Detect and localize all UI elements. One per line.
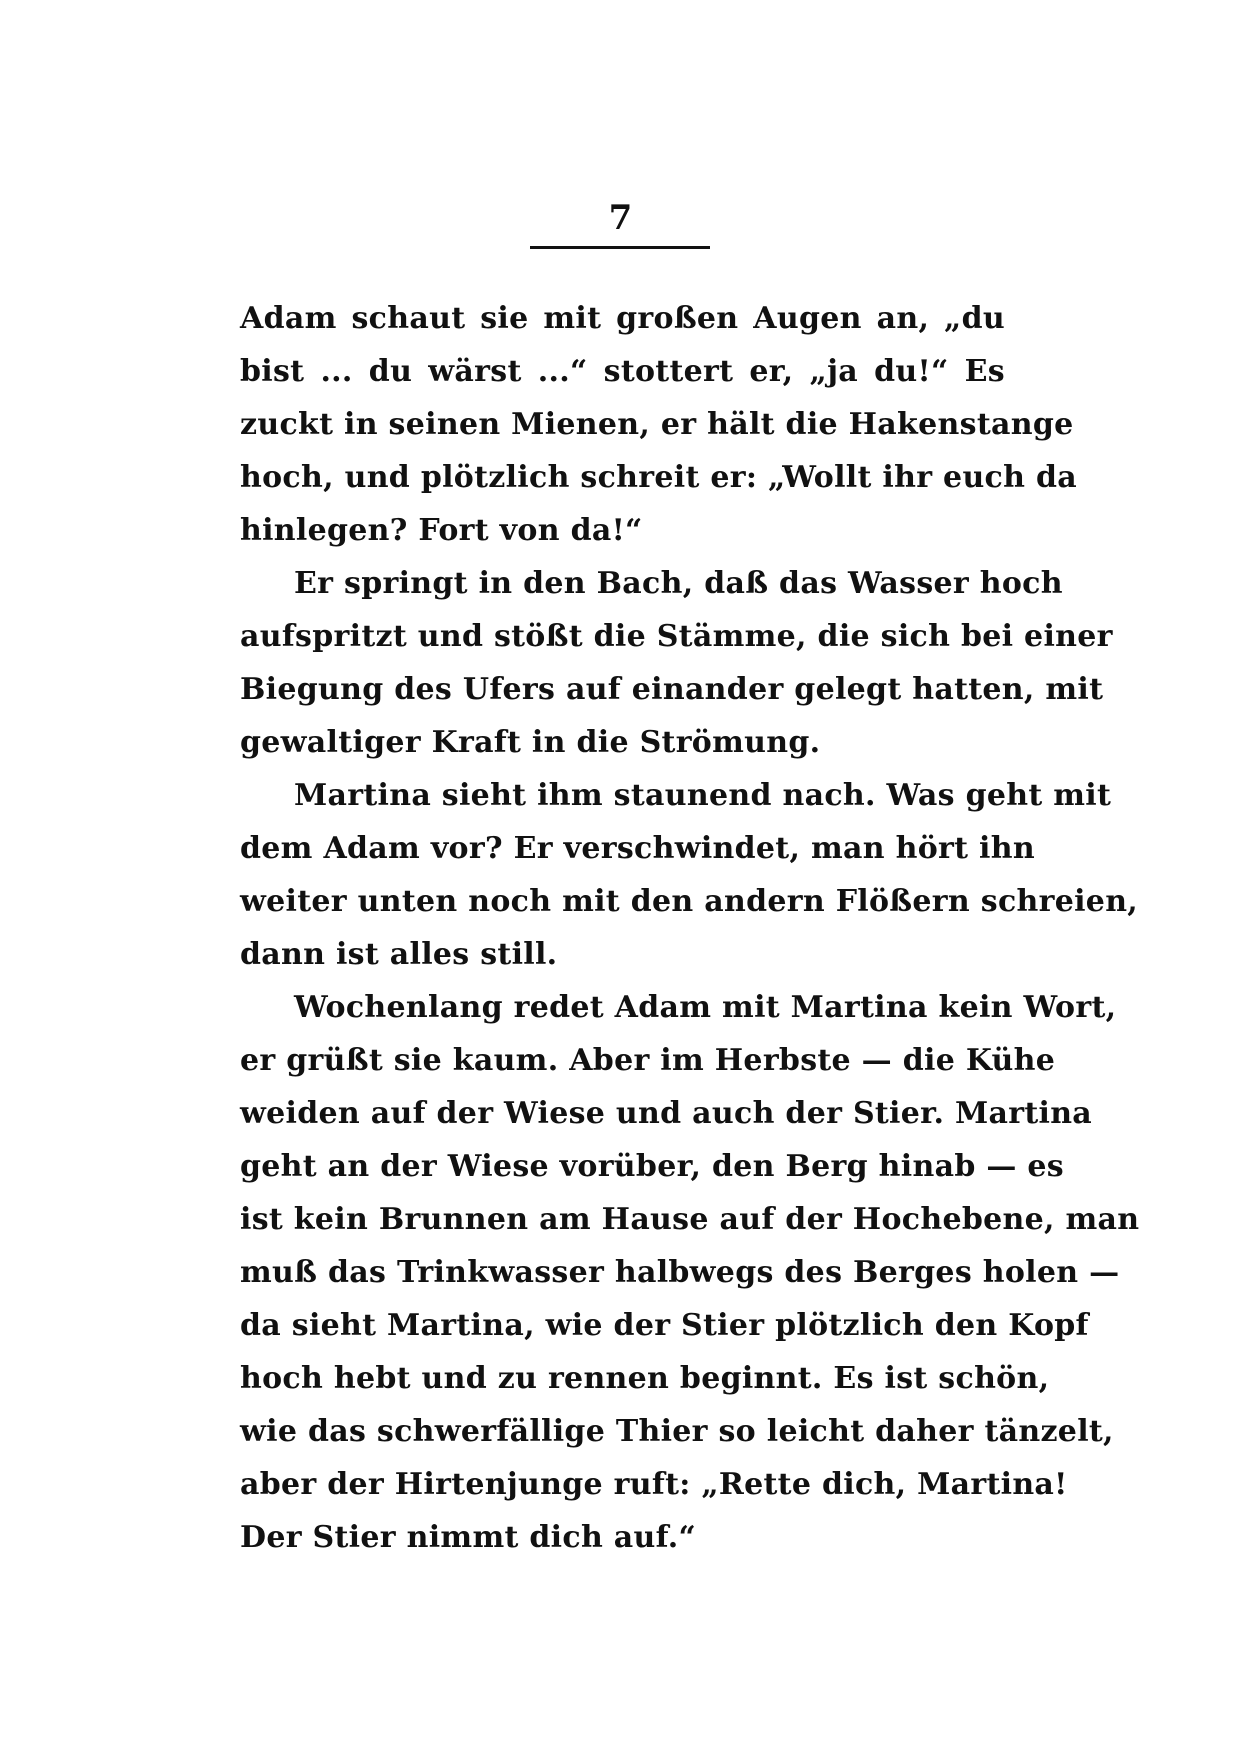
text-line: hinlegen? Fort von da!“ [240,513,643,548]
text-line: da sieht Martina, wie der Stier plötzlich den Kopf [240,1308,1089,1343]
text-line: Er springt in den Bach, daß das Wasser hoch [294,566,1063,601]
text-line: zuckt in seinen Mienen, er hält die Hakenstange [240,407,1074,442]
text-line: dann ist alles still. [240,937,558,972]
text-line: Adam schaut sie mit großen Augen an, „du [240,301,1005,336]
text-line: aber der Hirtenjunge ruft: „Rette dich, Martina! [240,1467,1068,1502]
text-line: hoch, und plötzlich schreit er: „Wollt ihr euch da [240,460,1077,495]
text-line: dem Adam vor? Er verschwindet, man hört ihn [240,831,1035,866]
text-line: weiden auf der Wiese und auch der Stier. Martina [240,1096,1093,1131]
header-rule [530,246,710,249]
text-line: Wochenlang redet Adam mit Martina kein Wort, [294,990,1117,1025]
text-line: weiter unten noch mit den andern Flößern schreien, [240,884,1139,919]
text-line: bist ... du wärst ...“ stottert er, „ja du!“ Es [240,354,1005,389]
text-line: Biegung des Ufers auf einander gelegt hatten, mit [240,672,1104,707]
text-line: ist kein Brunnen am Hause auf der Hochebene, man [240,1202,1140,1237]
text-line: hoch hebt und zu rennen beginnt. Es ist schön, [240,1361,1050,1396]
text-line: geht an der Wiese vorüber, den Berg hinab — es [240,1149,1064,1184]
text-line: Der Stier nimmt dich auf.“ [240,1520,697,1555]
text-line: aufspritzt und stößt die Stämme, die sich bei einer [240,619,1113,654]
text-line: gewaltiger Kraft in die Strömung. [240,725,821,760]
text-line: Martina sieht ihm staunend nach. Was geht mit [294,778,1112,813]
body-text [240,292,1140,1564]
text-line: wie das schwerfällige Thier so leicht daher tänzelt, [240,1414,1114,1449]
text-line: er grüßt sie kaum. Aber im Herbste — die Kühe [240,1043,1056,1078]
text-line: muß das Trinkwasser halbwegs des Berges holen — [240,1255,1120,1290]
page-number: 7 [608,198,633,238]
